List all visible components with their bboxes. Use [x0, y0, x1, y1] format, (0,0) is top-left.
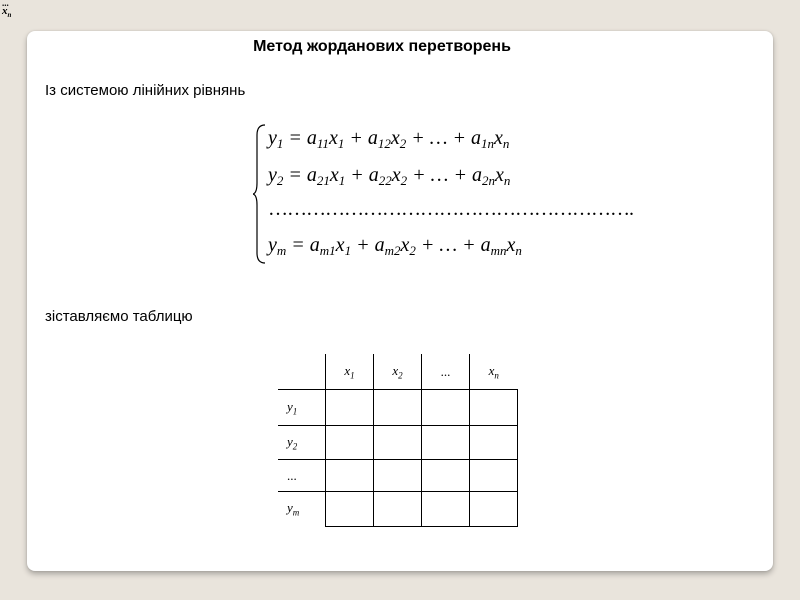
eq2-coef-1: a — [306, 164, 317, 186]
row-header-sub: 2 — [292, 441, 298, 452]
eq1-var-1: x — [328, 127, 338, 149]
eq2-ellipsis: … — [430, 164, 449, 186]
table-row-header — [278, 390, 326, 426]
table-col-header — [422, 354, 470, 390]
eq2-lhs: y — [268, 164, 277, 186]
table-row-header — [278, 426, 326, 460]
table-cell — [326, 390, 374, 426]
col-header-sub: 2 — [398, 370, 403, 381]
eq2-coef-2-sub: 22 — [378, 173, 392, 188]
table-cell — [422, 460, 470, 492]
col-header-var: x — [488, 362, 495, 378]
eqm-var-3: x — [506, 234, 516, 256]
table-row — [278, 492, 518, 527]
jordan-table — [278, 354, 518, 527]
corner-dots: ... — [2, 0, 9, 8]
eq1-coef-1: a — [306, 127, 317, 149]
eqm-var-1-sub: 1 — [344, 243, 352, 258]
eq1-plus-2: + — [411, 127, 425, 149]
row-header-sub: m — [292, 508, 300, 519]
eq2-coef-1-sub: 21 — [316, 173, 330, 188]
table-cell — [470, 426, 518, 460]
table-corner-cell — [278, 354, 326, 390]
corner-variable-label — [2, 0, 11, 20]
eqm-ellipsis: … — [439, 234, 458, 256]
eq1-lhs: y — [268, 127, 277, 149]
eq1-coef-3-sub: 1n — [481, 136, 495, 151]
equation-system — [253, 123, 633, 265]
eqm-lhs: y — [268, 234, 277, 256]
table-cell — [326, 460, 374, 492]
eq1-coef-2-sub: 12 — [377, 136, 391, 151]
eq1-plus-3: + — [452, 127, 467, 149]
eq1-var-3-sub: n — [502, 136, 510, 151]
col-header-sub: n — [494, 370, 499, 381]
row-header-var: y — [287, 433, 293, 449]
eq2-coef-2: a — [368, 164, 379, 186]
eq1-coef-2: a — [367, 127, 378, 149]
table-cell — [422, 426, 470, 460]
eqm-plus-3: + — [462, 234, 476, 256]
eq1-ellipsis: … — [429, 127, 448, 149]
eq1-var-2-sub: 2 — [399, 136, 407, 151]
table-cell — [326, 492, 374, 527]
col-header-var: x — [344, 362, 351, 378]
eqm-var-3-sub: n — [515, 243, 522, 258]
left-brace — [253, 123, 267, 265]
row-header-var: y — [287, 398, 293, 414]
equation-dots-line: …………………………………………………. — [268, 198, 633, 220]
table-row — [278, 426, 518, 460]
eqm-var-2-sub: 2 — [409, 243, 416, 258]
corner-var: x — [2, 5, 8, 17]
equation-line-m — [268, 233, 522, 263]
eqm-var-2: x — [400, 234, 410, 256]
eq1-coef-1-sub: 11 — [316, 136, 329, 151]
eq2-var-1-sub: 1 — [338, 173, 346, 188]
slide-title: Метод жорданових перетворень — [253, 38, 511, 55]
row-header-sub: 1 — [292, 406, 298, 417]
eq2-equals: = — [288, 164, 302, 186]
eq2-lhs-sub: 2 — [276, 173, 284, 188]
table-row — [278, 460, 518, 492]
table-cell — [374, 460, 422, 492]
eq2-plus-2: + — [412, 164, 426, 186]
equation-line-2 — [268, 163, 510, 193]
equation-line-1 — [268, 126, 509, 156]
eqm-coef-2-sub: m2 — [384, 243, 401, 258]
eq2-coef-3: a — [471, 164, 482, 186]
row-header-var: y — [287, 500, 293, 516]
table-col-header — [326, 354, 374, 390]
eq1-lhs-sub: 1 — [276, 136, 284, 151]
table-cell — [326, 426, 374, 460]
eq2-var-2-sub: 2 — [400, 173, 408, 188]
col-header-var: x — [392, 362, 399, 378]
corner-sub: n — [7, 11, 12, 20]
table-cell — [422, 390, 470, 426]
eqm-coef-3: a — [480, 234, 491, 256]
eqm-lhs-sub: m — [276, 243, 287, 258]
eq1-equals: = — [288, 127, 302, 149]
eqm-var-1: x — [335, 234, 345, 256]
eq1-var-2: x — [390, 127, 400, 149]
eqm-coef-2: a — [374, 234, 385, 256]
eqm-coef-1: a — [309, 234, 320, 256]
eq1-coef-3: a — [471, 127, 482, 149]
table-cell — [470, 492, 518, 527]
intro-text: Із системою лінійних рівнянь — [45, 82, 246, 99]
eq2-var-2: x — [391, 164, 401, 186]
slide-card — [27, 31, 773, 571]
eq2-plus-3: + — [453, 164, 467, 186]
table-row-header — [278, 460, 326, 492]
table-cell — [374, 492, 422, 527]
row-header-ellipsis: ... — [287, 467, 297, 483]
eqm-plus-2: + — [420, 234, 435, 256]
table-cell — [470, 390, 518, 426]
table-row — [278, 390, 518, 426]
table-col-header — [470, 354, 518, 390]
table-cell — [470, 460, 518, 492]
eqm-coef-1-sub: m1 — [319, 243, 336, 258]
eq2-var-3: x — [494, 164, 504, 186]
col-header-ellipsis: ... — [440, 363, 451, 379]
col-header-sub: 1 — [350, 370, 355, 381]
table-cell — [422, 492, 470, 527]
eq1-plus-1: + — [349, 127, 363, 149]
table-row-header — [278, 492, 326, 527]
eq1-var-3: x — [494, 127, 503, 149]
table-header-row — [278, 354, 518, 390]
eq2-plus-1: + — [350, 164, 364, 186]
eqm-plus-1: + — [356, 234, 370, 256]
eqm-equals: = — [291, 234, 305, 256]
eq2-var-3-sub: n — [503, 173, 511, 188]
table-cell — [374, 390, 422, 426]
eq2-var-1: x — [329, 164, 339, 186]
eqm-coef-3-sub: mn — [490, 243, 507, 258]
eq1-var-1-sub: 1 — [337, 136, 345, 151]
table-col-header — [374, 354, 422, 390]
compare-text: зіставляємо таблицю — [45, 308, 193, 325]
eq2-coef-3-sub: 2n — [481, 173, 495, 188]
table-cell — [374, 426, 422, 460]
